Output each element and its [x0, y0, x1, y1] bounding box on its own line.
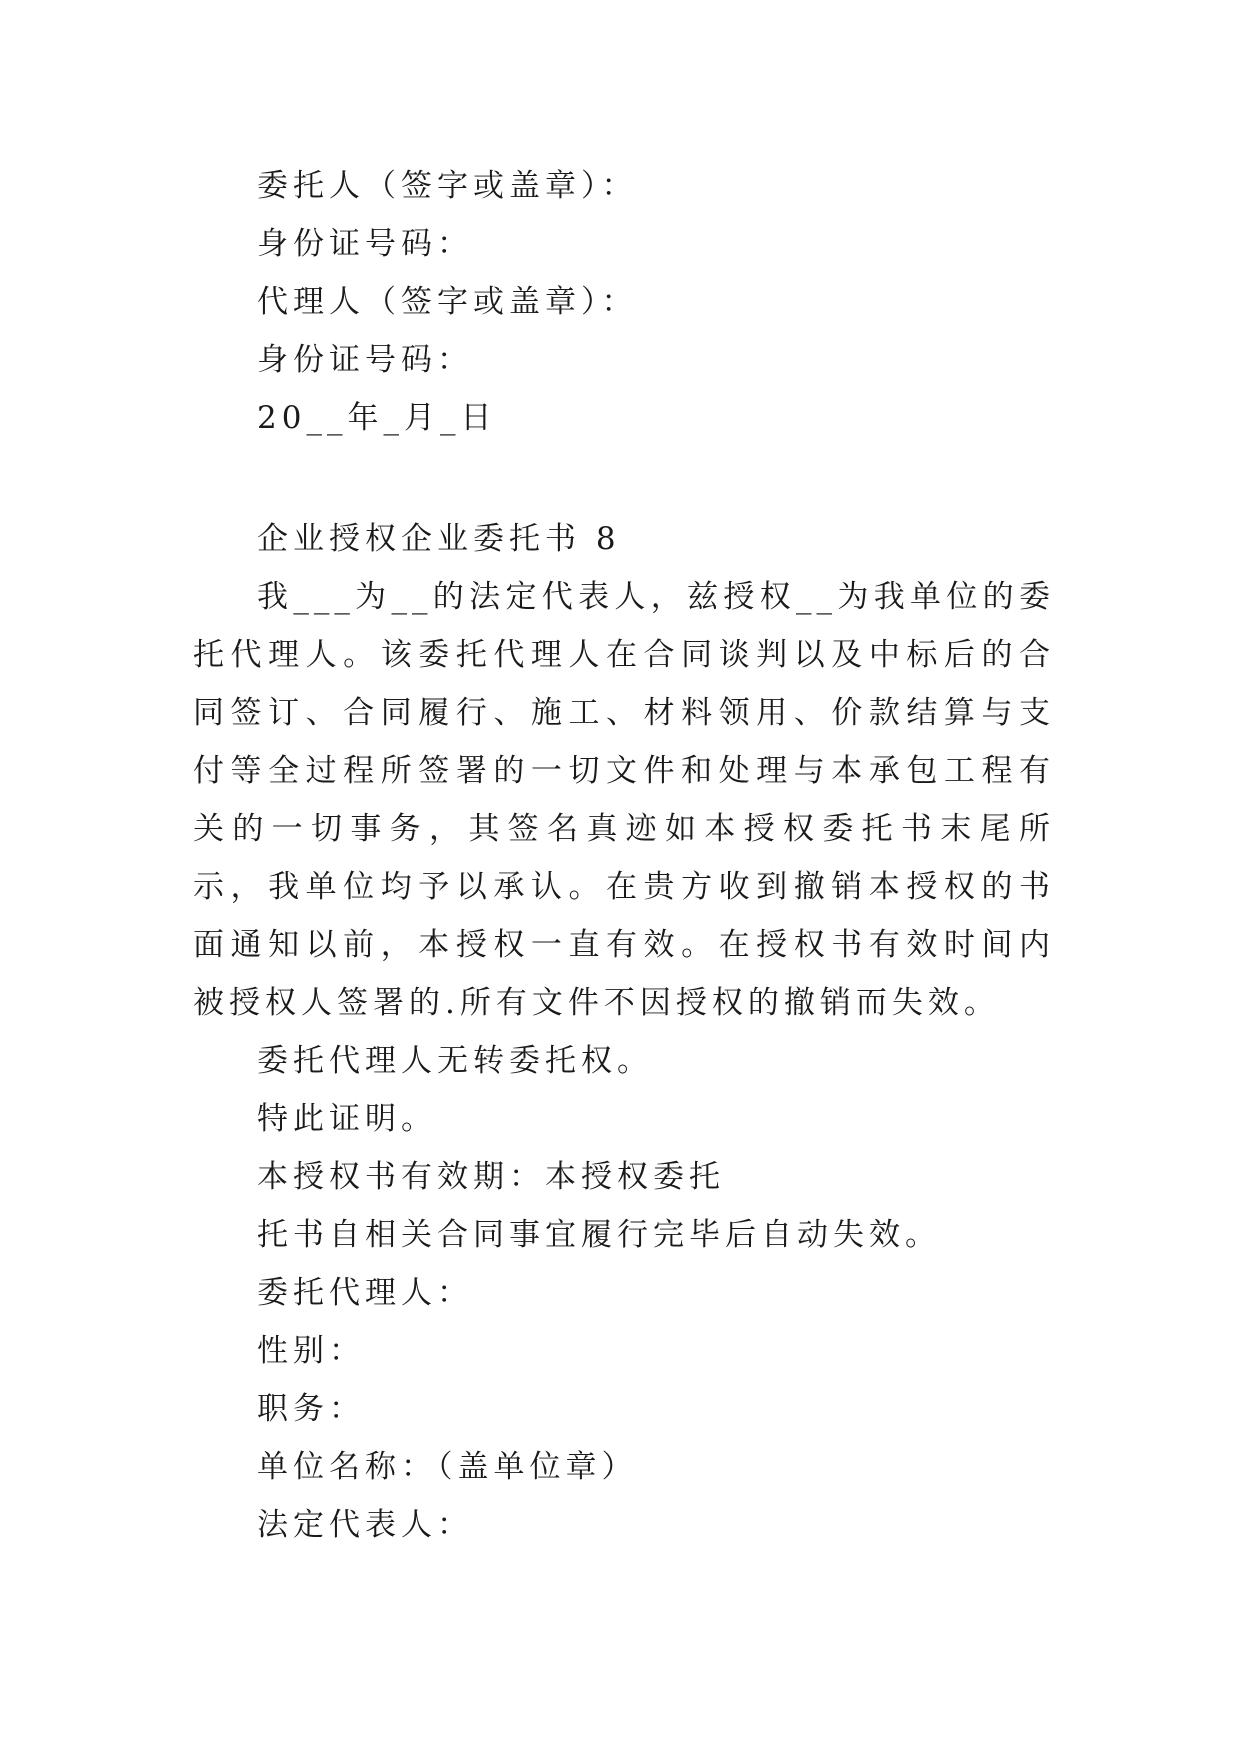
no-sub-delegation-line: 委托代理人无转委托权。 — [257, 1043, 653, 1079]
date-line: 20__年_月_日 — [257, 400, 497, 436]
auto-expiry-line: 托书自相关合同事宜履行完毕后自动失效。 — [257, 1217, 941, 1253]
validity-period-line: 本授权书有效期：本授权委托 — [257, 1159, 725, 1195]
authorization-paragraph: 我___为__的法定代表人，兹授权__为我单位的委托代理人。该委托代理人在合同谈判以及中标后的合同签订、合同履行、施工、材料领用、价款结算与支付等全过程所签署的一切文件和处理与本承包工程有关的一切事务，其签名真迹如本授权委托书末尾所示，我单位均予以承认。在贵方收到撤销本授权的书面通知以前，本授权一直有效。在授权书有效时间内被授权人签署的.所有文件不因授权的撤销而失效。 — [193, 579, 1055, 1021]
principal-signature-line: 委托人（签字或盖章）： — [257, 168, 638, 204]
agent-field: 委托代理人： — [257, 1275, 473, 1311]
company-name-field: 单位名称：（盖单位章） — [257, 1449, 638, 1485]
signature-block — [193, 157, 1055, 447]
certification-line: 特此证明。 — [257, 1101, 437, 1137]
section-title: 企业授权企业委托书 8 — [257, 521, 621, 557]
agent-signature-line: 代理人（签字或盖章）： — [257, 284, 638, 320]
legal-representative-field: 法定代表人： — [257, 1507, 473, 1543]
agent-id-number-line: 身份证号码： — [257, 342, 473, 378]
gender-field: 性别： — [257, 1333, 365, 1369]
authorization-letter — [193, 510, 1055, 1554]
principal-id-number-line: 身份证号码： — [257, 226, 473, 262]
position-field: 职务： — [257, 1391, 365, 1427]
